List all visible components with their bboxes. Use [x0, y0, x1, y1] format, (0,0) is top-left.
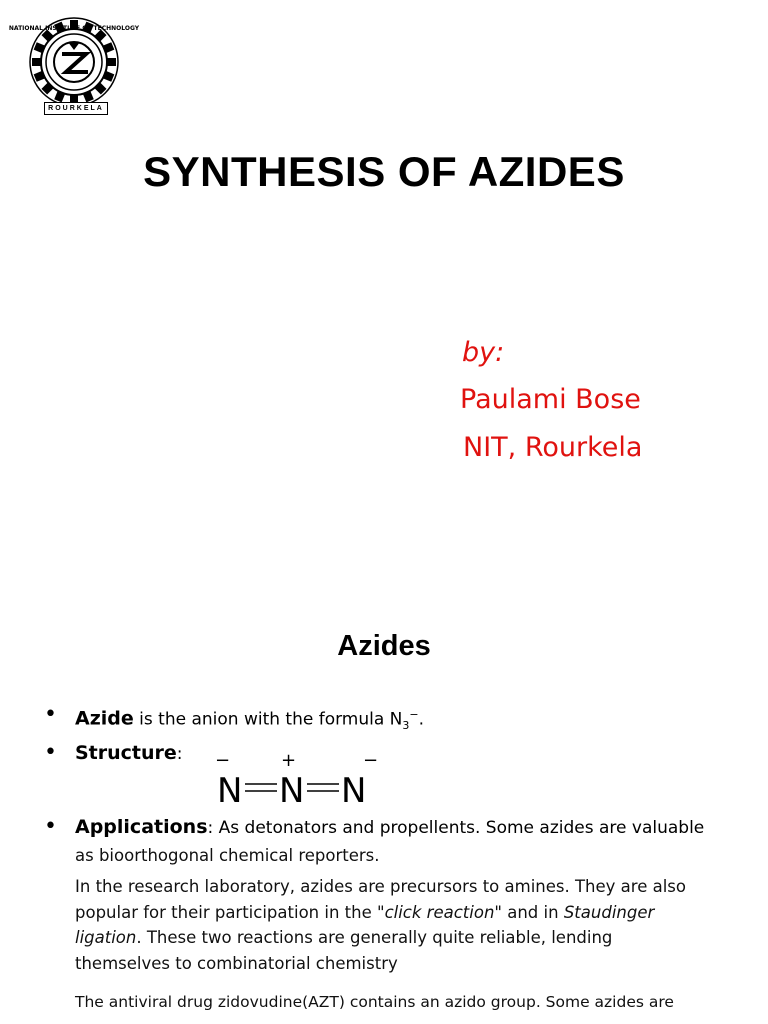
applications-continuation: as bioorthogonal chemical reporters.: [75, 846, 380, 865]
charge-right: −: [363, 750, 379, 771]
laboratory-paragraph: [75, 874, 715, 976]
azide-definition-end: .: [418, 709, 425, 730]
lab-line-2b: " and in: [494, 902, 564, 922]
applications-text: As detonators and propellents. Some azides are valuable: [213, 818, 705, 838]
logo-ring-text: NATIONAL INSTITUTE OF TECHNOLOGY: [8, 25, 140, 32]
atom-n1: N: [217, 771, 243, 811]
lab-line-1: In the research laboratory, azides are precursors to amines. They are also: [75, 877, 686, 896]
charge-center: +: [281, 750, 297, 771]
staudinger-term: Staudinger: [563, 902, 655, 922]
author-name: Paulami Bose: [460, 384, 641, 415]
structure-colon: :: [176, 744, 183, 764]
gear-tooth: [106, 58, 116, 66]
double-bond-2: [307, 784, 339, 791]
term-applications: Applications: [75, 816, 208, 838]
slide-title: SYNTHESIS OF AZIDES: [143, 148, 625, 195]
formula-charge: −: [409, 708, 419, 721]
applications-colon: :: [207, 818, 214, 838]
ligation-term: ligation: [75, 928, 137, 947]
term-azide: Azide: [75, 707, 134, 730]
slide-title: Azides: [337, 630, 431, 662]
by-label: by:: [462, 337, 505, 368]
author-institution: NIT, Rourkela: [463, 432, 643, 463]
azide-structure-diagram: [215, 748, 385, 811]
lab-line-2a: popular for their participation in the ": [75, 902, 385, 922]
atom-n2: N: [279, 771, 305, 811]
azide-definition: is the anion with the formula N: [133, 709, 403, 730]
logo-plate: ROURKELA: [44, 102, 108, 115]
lab-line-3b: . These two reactions are generally quite reliable, lending: [136, 928, 613, 947]
atom-n3: N: [341, 771, 367, 811]
click-reaction-term: click reaction: [384, 902, 495, 922]
formula-subscript: 3: [402, 719, 410, 733]
term-structure: Structure: [75, 742, 177, 764]
charge-left: −: [215, 750, 231, 771]
gear-tooth: [32, 58, 42, 66]
institute-logo-icon: [8, 12, 140, 116]
bullet-dot-icon: •: [44, 740, 57, 765]
bullet-dot-icon: •: [44, 814, 57, 839]
lab-line-4: themselves to combinatorial chemistry: [75, 953, 398, 973]
azides-slide: [0, 600, 768, 1024]
azt-paragraph: The antiviral drug zidovudine(AZT) contains an azido group. Some azides are: [75, 993, 674, 1011]
bullet-dot-icon: •: [44, 702, 57, 727]
double-bond-1: [245, 784, 277, 791]
